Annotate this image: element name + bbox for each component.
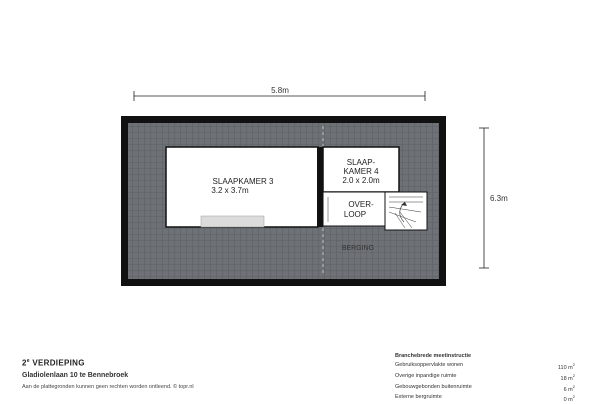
- interior-wall: [317, 147, 323, 227]
- measurement-row: [395, 372, 575, 383]
- height-label: 6.3m: [490, 194, 508, 203]
- slaapkamer-4-name-2: KAMER 4: [343, 167, 379, 176]
- floor-title: [22, 358, 85, 368]
- overloop-name-2: LOOP: [343, 210, 367, 219]
- measurement-label: Gebruiksoppervlakte wonen: [395, 362, 464, 368]
- slaapkamer-4-size: 2.0 x 2.0m: [342, 176, 380, 185]
- height-dimension: [479, 128, 508, 268]
- measurement-label: Gebouwgebonden buitenruimte: [395, 383, 472, 390]
- floor-label: VERDIEPING: [32, 358, 85, 368]
- slaapkamer-3-size: 3.2 x 3.7m: [211, 186, 249, 195]
- measurement-value: 110 $m^2$: [557, 362, 575, 371]
- slaapkamer-4-name-1: SLAAP-: [346, 158, 376, 167]
- floor-number: 2: [22, 358, 27, 368]
- window: [201, 216, 264, 227]
- floor-sup: e: [26, 358, 30, 364]
- slaapkamer-3-name: SLAAPKAMER 3: [212, 177, 274, 186]
- measurement-value: 0 $m^2$: [563, 394, 575, 404]
- overloop-name-1: OVER-: [348, 200, 374, 209]
- address: Gladiolenlaan 10 te Bennebroek: [22, 372, 129, 379]
- measurement-row: [395, 361, 575, 372]
- room-overloop: [323, 192, 385, 226]
- measurement-value: 6 $m^2$: [563, 383, 575, 393]
- width-dimension: [134, 86, 425, 101]
- room-slaapkamer-3: [166, 147, 318, 227]
- disclaimer: Aan de plattegronden kunnen geen rechten worden ontleend. © topr.nl: [22, 384, 194, 390]
- room-slaapkamer-4: [323, 147, 399, 192]
- measurement-row: [395, 383, 575, 394]
- measurement-value: 18 $m^2$: [560, 372, 575, 382]
- staircase: [385, 192, 427, 230]
- measurement-heading: Branchebrede meetinstructie: [395, 353, 472, 359]
- berging-label: BERGING: [341, 245, 375, 252]
- measurement-row: [395, 393, 575, 404]
- measurement-label: Externe bergruimte: [395, 394, 442, 401]
- measurement-table: [395, 353, 575, 404]
- measurement-label: Overige inpandige ruimte: [395, 372, 457, 379]
- width-label: 5.8m: [271, 86, 289, 95]
